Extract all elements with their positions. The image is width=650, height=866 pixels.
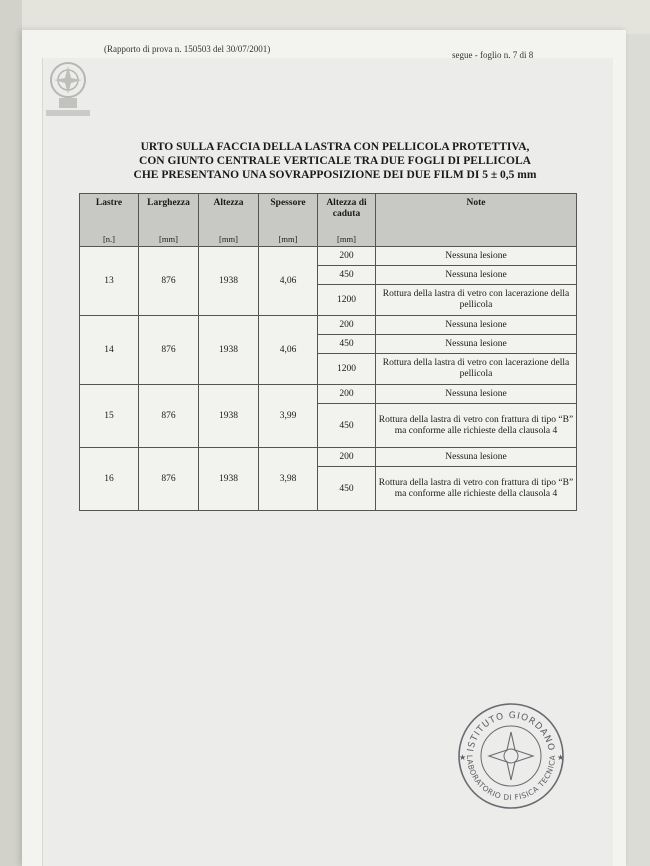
note-cell: Rottura della lastra di vetro con frattura di tipo “B” ma conforme alle richieste della clausola 4 bbox=[376, 404, 577, 448]
report-reference: (Rapporto di prova n. 150503 del 30/07/2001) bbox=[104, 44, 271, 54]
column-header: Spessore bbox=[259, 194, 318, 233]
spessore-cell: 3,98 bbox=[259, 448, 318, 511]
document-title bbox=[90, 140, 580, 182]
caduta-cell: 450 bbox=[318, 467, 376, 511]
lastra-cell: 16 bbox=[80, 448, 139, 511]
column-header: Altezza di caduta bbox=[318, 194, 376, 233]
note-cell: Nessuna lesione bbox=[376, 335, 577, 354]
spessore-cell: 3,99 bbox=[259, 385, 318, 448]
note-cell: Nessuna lesione bbox=[376, 266, 577, 285]
caduta-cell: 450 bbox=[318, 335, 376, 354]
background-left bbox=[0, 0, 22, 866]
column-header: Altezza bbox=[199, 194, 259, 233]
spessore-cell: 4,06 bbox=[259, 247, 318, 316]
svg-text:★: ★ bbox=[557, 753, 565, 762]
title-line-1: URTO SULLA FACCIA DELLA LASTRA CON PELLICOLA PROTETTIVA, bbox=[140, 141, 530, 153]
caduta-cell: 200 bbox=[318, 385, 376, 404]
column-header: Note bbox=[376, 194, 577, 233]
altezza-cell: 1938 bbox=[199, 385, 259, 448]
column-unit: [mm] bbox=[259, 232, 318, 247]
caduta-cell: 450 bbox=[318, 404, 376, 448]
caduta-cell: 200 bbox=[318, 247, 376, 266]
table-row bbox=[80, 448, 577, 467]
institute-stamp-icon bbox=[455, 700, 567, 812]
column-unit: [mm] bbox=[199, 232, 259, 247]
table-units-row bbox=[80, 232, 577, 247]
title-line-3: CHE PRESENTANO UNA SOVRAPPOSIZIONE DEI DUE FILM DI 5 ± 0,5 mm bbox=[133, 169, 537, 181]
table-row bbox=[80, 247, 577, 266]
column-header: Lastre bbox=[80, 194, 139, 233]
column-unit: [mm] bbox=[139, 232, 199, 247]
background-top bbox=[0, 0, 650, 34]
test-results-table bbox=[79, 193, 577, 511]
spessore-cell: 4,06 bbox=[259, 316, 318, 385]
lastra-cell: 14 bbox=[80, 316, 139, 385]
svg-text:★: ★ bbox=[459, 753, 467, 762]
lastra-cell: 15 bbox=[80, 385, 139, 448]
stamp-bottom-text: LABORATORIO DI FISICA TECNICA bbox=[464, 754, 558, 803]
caduta-cell: 200 bbox=[318, 316, 376, 335]
column-unit: [n.] bbox=[80, 232, 139, 247]
note-cell: Nessuna lesione bbox=[376, 316, 577, 335]
larghezza-cell: 876 bbox=[139, 385, 199, 448]
larghezza-cell: 876 bbox=[139, 448, 199, 511]
larghezza-cell: 876 bbox=[139, 316, 199, 385]
caduta-cell: 1200 bbox=[318, 354, 376, 385]
table-header-row bbox=[80, 194, 577, 233]
column-unit bbox=[376, 232, 577, 247]
stamp-top-text: ISTITUTO GIORDANO bbox=[466, 710, 556, 753]
note-cell: Nessuna lesione bbox=[376, 385, 577, 404]
caduta-cell: 450 bbox=[318, 266, 376, 285]
altezza-cell: 1938 bbox=[199, 316, 259, 385]
note-cell: Rottura della lastra di vetro con frattura di tipo “B” ma conforme alle richieste della clausola 4 bbox=[376, 467, 577, 511]
page-number: segue - foglio n. 7 di 8 bbox=[452, 50, 534, 60]
table-row bbox=[80, 385, 577, 404]
caduta-cell: 200 bbox=[318, 448, 376, 467]
note-cell: Nessuna lesione bbox=[376, 448, 577, 467]
altezza-cell: 1938 bbox=[199, 247, 259, 316]
caduta-cell: 1200 bbox=[318, 285, 376, 316]
note-cell: Rottura della lastra di vetro con lacerazione della pellicola bbox=[376, 285, 577, 316]
title-line-2: CON GIUNTO CENTRALE VERTICALE TRA DUE FOGLI DI PELLICOLA bbox=[139, 155, 531, 167]
column-unit: [mm] bbox=[318, 232, 376, 247]
table-row bbox=[80, 316, 577, 335]
column-header: Larghezza bbox=[139, 194, 199, 233]
larghezza-cell: 876 bbox=[139, 247, 199, 316]
lastra-cell: 13 bbox=[80, 247, 139, 316]
altezza-cell: 1938 bbox=[199, 448, 259, 511]
institute-logo-icon bbox=[40, 56, 96, 122]
note-cell: Rottura della lastra di vetro con lacerazione della pellicola bbox=[376, 354, 577, 385]
note-cell: Nessuna lesione bbox=[376, 247, 577, 266]
svg-text:ISTITUTO GIORDANO bbox=[466, 711, 556, 753]
